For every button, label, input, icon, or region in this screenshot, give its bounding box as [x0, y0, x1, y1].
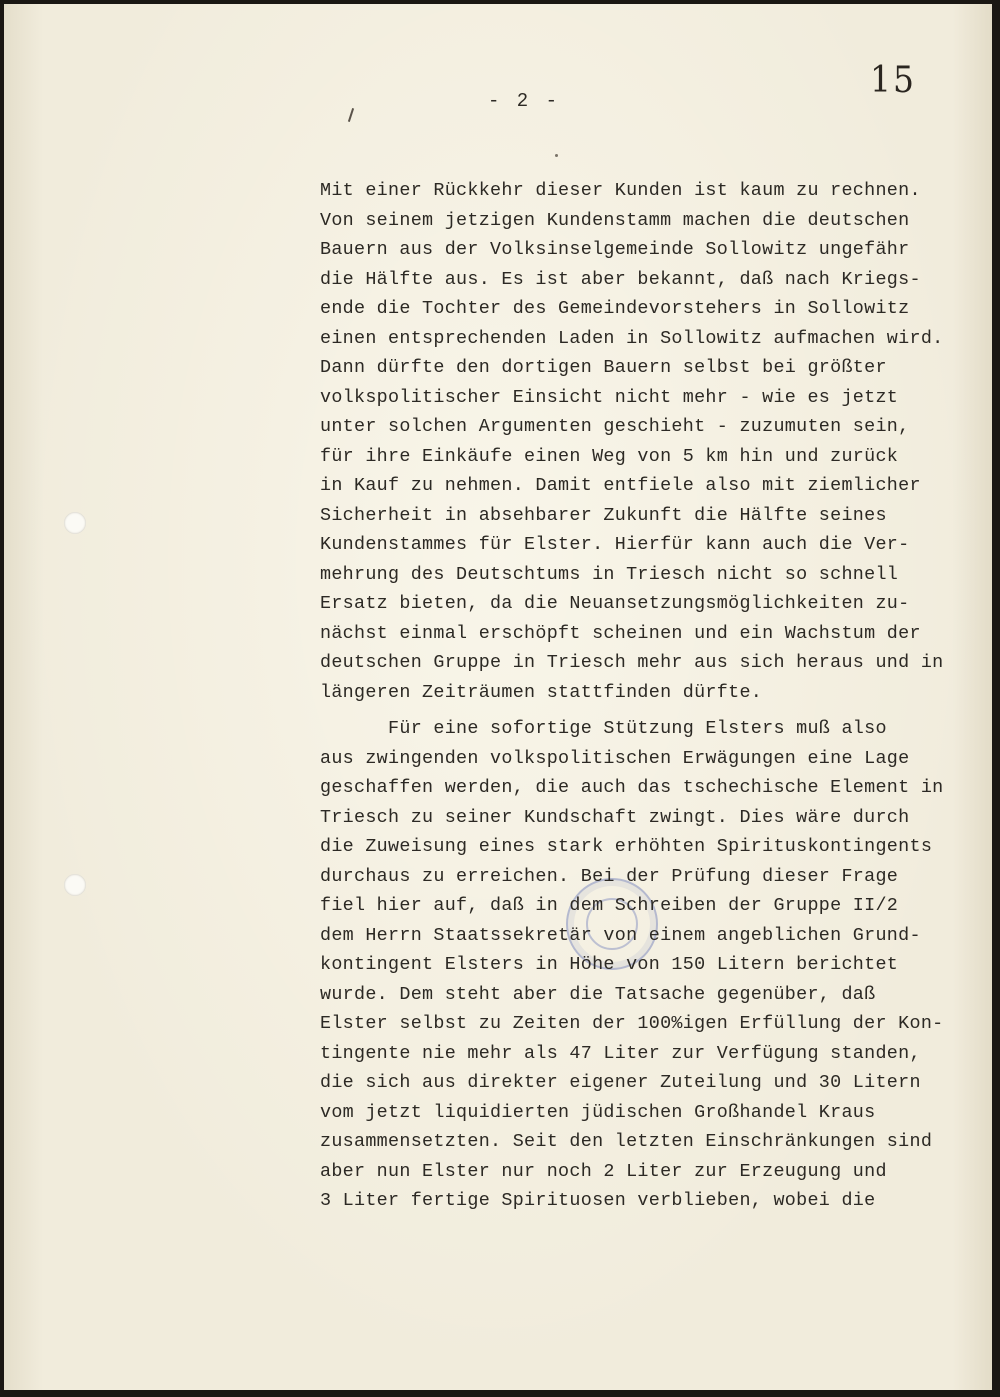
text-line: durchaus zu erreichen. Bei der Prüfung dieser Frage — [320, 865, 899, 887]
text-line: 3 Liter fertige Spirituosen verblieben, wobei die — [320, 1190, 876, 1211]
paragraph — [320, 176, 990, 707]
text-line: Triesch zu seiner Kundschaft zwingt. Dies wäre durch — [320, 806, 910, 828]
sheet-number: 15 — [870, 58, 916, 101]
text-line: tingente nie mehr als 47 Liter zur Verfügung standen, — [320, 1042, 921, 1064]
text-line: dem Herrn Staatssekretär von einem angeblichen Grund- — [320, 924, 921, 946]
text-line: volkspolitischer Einsicht nicht mehr - wie es jetzt — [320, 386, 899, 408]
text-line: längeren Zeiträumen stattfinden dürfte. — [320, 681, 763, 703]
text-line: Kundenstammes für Elster. Hierfür kann auch die Ver- — [320, 534, 910, 555]
text-line: die sich aus direkter eigener Zuteilung und 30 Litern — [320, 1072, 921, 1093]
text-line: Von seinem jetzigen Kundenstamm machen die deutschen — [320, 209, 910, 231]
page-number: - 2 - — [488, 90, 561, 112]
paragraph — [320, 714, 990, 1216]
punch-hole-bottom — [64, 874, 86, 896]
text-line: kontingent Elsters in Höhe von 150 Litern berichtet — [320, 954, 899, 975]
text-line: einen entsprechenden Laden in Sollowitz aufmachen wird. — [320, 327, 944, 349]
text-line: deutschen Gruppe in Triesch mehr aus sich heraus und in — [320, 652, 944, 673]
text-line: wurde. Dem steht aber die Tatsache gegenüber, daß — [320, 983, 876, 1005]
text-line: Dann dürfte den dortigen Bauern selbst bei größter — [320, 357, 887, 378]
text-line: geschaffen werden, die auch das tschechische Element in — [320, 777, 944, 798]
text-line: fiel hier auf, daß in dem Schreiben der Gruppe II/2 — [320, 895, 899, 916]
text-line: mehrung des Deutschtums in Triesch nicht so schnell — [320, 563, 899, 585]
text-line: nächst einmal erschöpft scheinen und ein Wachstum der — [320, 622, 921, 644]
text-line: die Zuweisung eines stark erhöhten Spirituskontingents — [320, 836, 933, 857]
text-line: für ihre Einkäufe einen Weg von 5 km hin und zurück — [320, 445, 899, 467]
text-line: die Hälfte aus. Es ist aber bekannt, daß nach Kriegs- — [320, 268, 921, 290]
paragraph-gap — [320, 707, 990, 714]
text-line: ende die Tochter des Gemeindevorstehers in Sollowitz — [320, 298, 910, 319]
text-line: Bauern aus der Volksinselgemeinde Sollowitz ungefähr — [320, 239, 910, 260]
typed-body-text — [320, 176, 990, 1216]
text-line: vom jetzt liquidierten jüdischen Großhandel Kraus — [320, 1101, 876, 1123]
pencil-mark — [348, 108, 354, 122]
punch-hole-top — [64, 512, 86, 534]
text-line: Sicherheit in absehbarer Zukunft die Hälfte seines — [320, 504, 887, 526]
document-page — [4, 4, 992, 1390]
text-line: unter solchen Argumenten geschieht - zuzumuten sein, — [320, 416, 910, 437]
text-line: aus zwingenden volkspolitischen Erwägungen eine Lage — [320, 747, 910, 769]
ink-dot — [555, 154, 558, 157]
text-line: Mit einer Rückkehr dieser Kunden ist kaum zu rechnen. — [320, 180, 921, 201]
text-line: Für eine sofortige Stützung Elsters muß also — [320, 718, 887, 739]
text-line: Ersatz bieten, da die Neuansetzungsmöglichkeiten zu- — [320, 593, 910, 614]
text-line: zusammensetzten. Seit den letzten Einschränkungen sind — [320, 1131, 933, 1152]
text-line: aber nun Elster nur noch 2 Liter zur Erzeugung und — [320, 1160, 887, 1182]
text-line: Elster selbst zu Zeiten der 100%igen Erfüllung der Kon- — [320, 1013, 944, 1034]
text-line: in Kauf zu nehmen. Damit entfiele also mit ziemlicher — [320, 475, 921, 496]
